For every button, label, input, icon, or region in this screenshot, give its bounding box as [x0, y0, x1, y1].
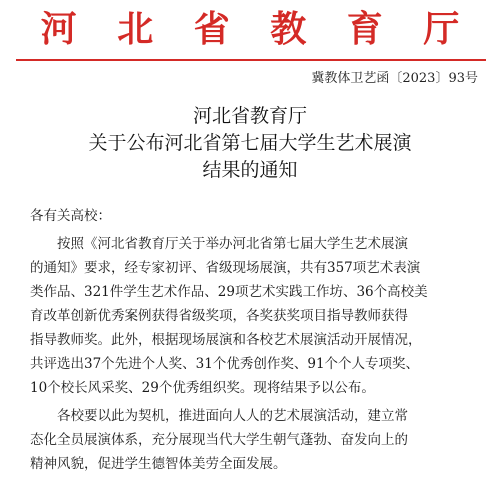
salutation: 各有关高校： [30, 208, 111, 224]
paragraph-line: 指导教师奖。此外，根据现场展演和各校艺术展演活动开展情况， [30, 332, 422, 348]
document-number: 冀教体卫艺函〔2023〕93号 [311, 71, 478, 86]
title-line-1: 河北省教育厅 [192, 105, 307, 127]
paragraph-1 [30, 232, 476, 400]
title-line-3: 结果的通知 [202, 159, 298, 181]
paragraph-2 [30, 404, 476, 476]
paragraph-line: 育改革创新优秀案例获得省级奖项，各奖获奖项目指导教师获得 [30, 308, 408, 324]
letterhead-org-name: 河 北 省 教 育 厅 [40, 8, 474, 50]
document-body [30, 204, 476, 476]
title-line-2: 关于公布河北省第七届大学生艺术展演 [88, 132, 412, 154]
paragraph-line: 类作品、321件学生艺术作品、29项艺术实践工作坊、36个高校美 [30, 284, 428, 300]
paragraph-line: 的通知》要求，经专家初评、省级现场展演，共有357项艺术表演 [30, 260, 421, 276]
paragraph-line: 各校要以此为契机，推进面向人人的艺术展演活动，建立常 [57, 408, 408, 424]
paragraph-line: 精神风貌，促进学生德智体美劳全面发展。 [30, 456, 287, 472]
paragraph-line: 按照《河北省教育厅关于举办河北省第七届大学生艺术展演 [57, 236, 408, 252]
paragraph-line: 态化全员展演体系，充分展现当代大学生朝气蓬勃、奋发向上的 [30, 432, 408, 448]
paragraph-line: 共评选出37个先进个人奖、31个优秀创作奖、91个个人专项奖、 [30, 356, 420, 372]
document-title [0, 103, 500, 184]
letterhead-red-rule [16, 59, 486, 61]
paragraph-line: 10个校长风采奖、29个优秀组织奖。现将结果予以公布。 [30, 380, 375, 396]
